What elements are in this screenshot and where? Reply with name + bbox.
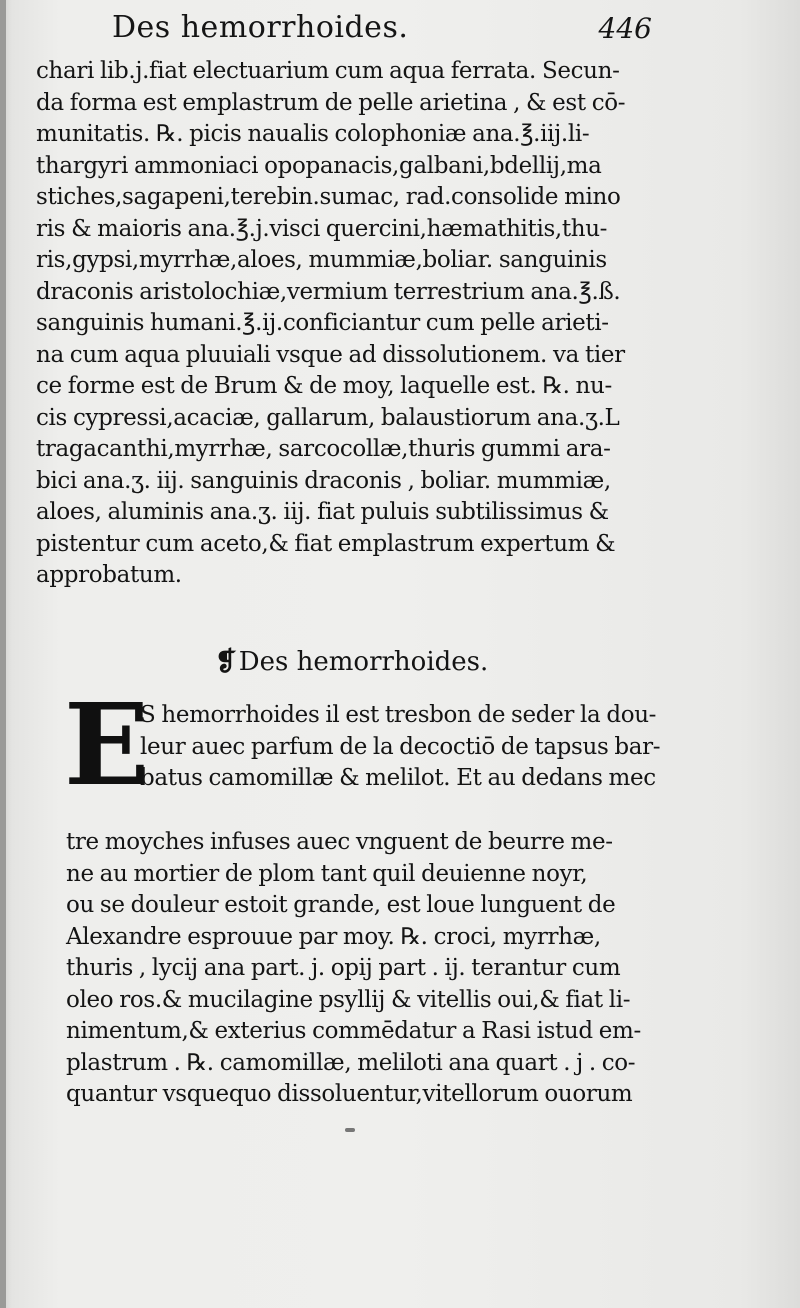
text-line: bici ana.ʒ. iij. sanguinis draconis , boliar. mummiæ, [36,467,611,494]
text-line: leur auec parfum de la decoctiō de tapsus bar- [140,733,661,760]
drop-cap-initial: E [64,680,150,811]
section-heading [215,642,488,682]
page-number: 446 [598,12,652,45]
paragraph-continued [36,56,686,592]
text-line: S hemorrhoides il est tresbon de seder la dou- [140,702,657,728]
text-line: stiches,sagapeni,terebin.sumac, rad.consolide mino [36,184,621,210]
text-line: tragacanthi,myrrhæ, sarcocollæ,thuris gummi ara- [36,436,611,462]
text-line: thuris , lycij ana part. j. opij part . ij. terantur cum [66,955,621,981]
text-line: sanguinis humani.℥.ij.conficiantur cum pelle arieti- [36,310,609,336]
text-line: quantur vsquequo dissoluentur,vitellorum ouorum [66,1081,633,1107]
text-line: plastrum . ℞. camomillæ, meliloti ana quart . j . co- [66,1049,636,1076]
text-line: ou se douleur estoit grande, est loue lunguent de [66,892,616,918]
text-line: nimentum,& exterius commēdatur a Rasi istud em- [66,1018,641,1044]
text-line: ris,gypsi,myrrhæ,aloes, mummiæ,boliar. sanguinis [36,247,607,273]
text-line: draconis aristolochiæ,vermium terrestrium ana.℥.ß. [36,278,621,305]
text-line: approbatum. [36,562,182,588]
text-line: chari lib.j.fiat electuarium cum aqua ferrata. Secun- [36,58,620,84]
text-line: aloes, aluminis ana.ʒ. iij. fiat puluis subtilissimus & [36,499,609,525]
ink-smudge [345,1128,355,1132]
section-heading-text: Des hemorrhoides. [238,647,489,677]
text-line: pistentur cum aceto,& fiat emplastrum expertum & [36,530,616,557]
text-line: ne au mortier de plom tant quil deuienne noyr, [66,860,588,887]
text-line: batus camomillæ & melilot. Et au dedans mec [140,765,656,791]
text-line: ce forme est de Brum & de moy, laquelle est. ℞. nu- [36,373,612,399]
paragraph-body [66,827,690,1111]
paragraph-indented-lines [140,700,690,795]
text-line: munitatis. ℞. picis naualis colophoniæ ana.℥.iij.li- [36,121,590,147]
text-line: ris & maioris ana.℥.j.visci quercini,hæmathitis,thu- [36,215,608,242]
text-line: cis cypressi,acaciæ, gallarum, balaustiorum ana.ʒ.L [36,404,620,431]
running-head [112,10,652,54]
text-line: thargyri ammoniaci opopanacis,galbani,bdellij,ma [36,152,602,179]
text-line: na cum aqua pluuiali vsque ad dissolutionem. va tier [36,341,625,368]
running-title: Des hemorrhoides. [112,10,409,45]
text-line: oleo ros.& mucilagine psyllij & vitellis oui,& fiat li- [66,986,631,1013]
text-line: tre moyches infuses auec vnguent de beurre me- [66,829,613,855]
text-line: da forma est emplastrum de pelle arietina , & est cō- [36,89,626,116]
text-line: Alexandre esprouue par moy. ℞. croci, myrrhæ, [66,923,601,950]
paragraph-mark: ❡ [215,647,237,677]
